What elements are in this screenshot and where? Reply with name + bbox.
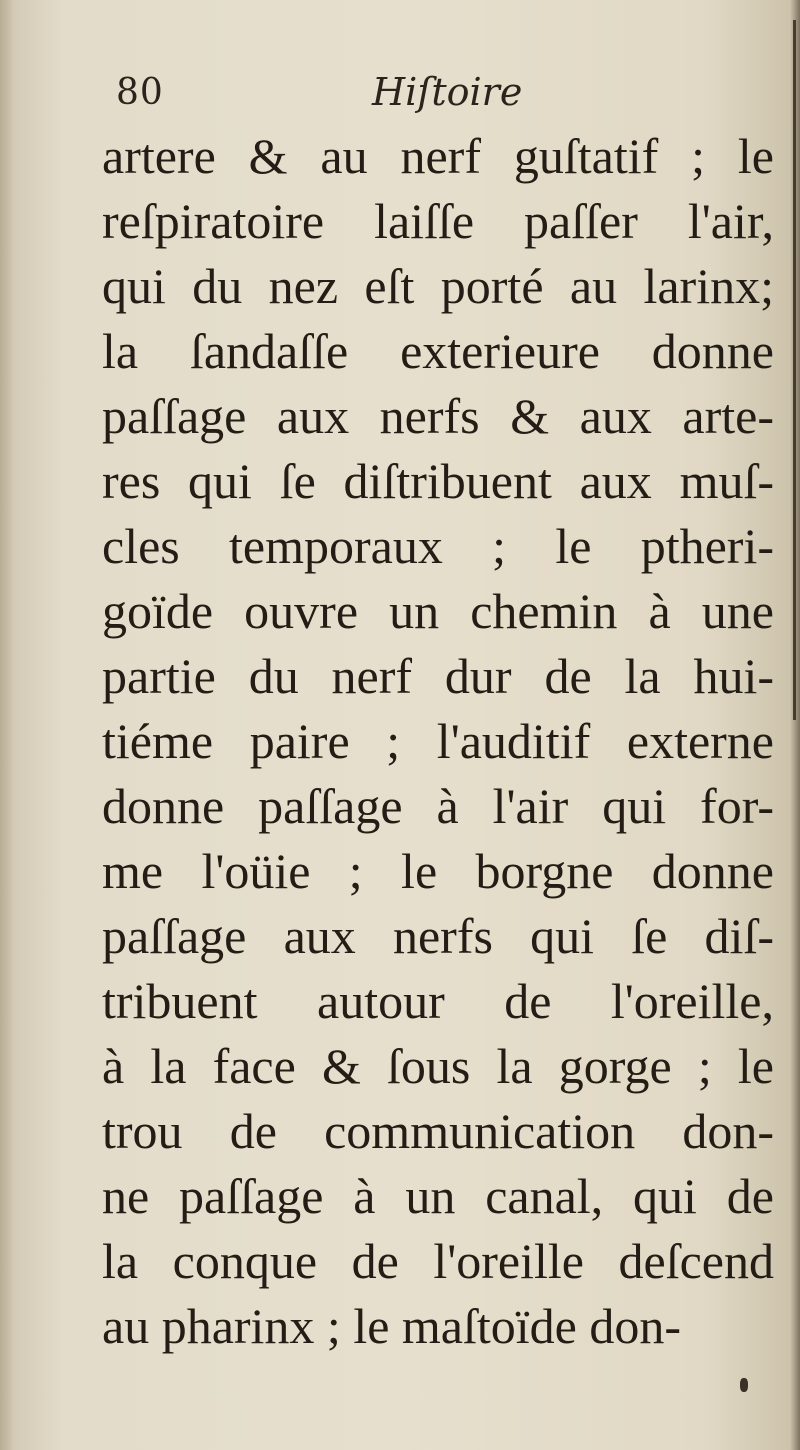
text-line: tribuent autour de l'oreille,: [102, 973, 774, 1029]
text-line: artere & au nerf guſtatif ; le: [102, 128, 774, 184]
text-line: ne paſſage à un canal, qui de: [102, 1168, 774, 1224]
text-line: tiéme paire ; l'auditif externe: [102, 713, 774, 769]
text-line: paſſage aux nerfs & aux arte-: [102, 388, 774, 444]
text-line: au pharinx ; le maſtoïde don-: [102, 1298, 682, 1354]
text-line: trou de communication don-: [102, 1103, 774, 1159]
text-line: res qui ſe diſtribuent aux muſ-: [102, 453, 774, 509]
page-number: 80: [116, 72, 164, 113]
text-line: à la face & ſous la gorge ; le: [102, 1038, 774, 1094]
text-line: la ſandaſſe exterieure donne: [102, 323, 774, 379]
running-title: Hiſtoire: [372, 70, 523, 114]
text-line: qui du nez eſt porté au larinx;: [102, 258, 774, 314]
page-header: [0, 60, 800, 120]
text-line: me l'oüie ; le borgne donne: [102, 843, 774, 899]
text-line: cles temporaux ; le ptheri-: [102, 518, 774, 574]
body-text: [102, 125, 774, 1360]
page-edge-rule: [793, 20, 796, 720]
text-line: partie du nerf dur de la hui-: [102, 648, 774, 704]
text-line: goïde ouvre un chemin à une: [102, 583, 774, 639]
text-line: la conque de l'oreille deſcend: [102, 1233, 774, 1289]
text-line: donne paſſage à l'air qui for-: [102, 778, 774, 834]
text-line: paſſage aux nerfs qui ſe diſ-: [102, 908, 774, 964]
text-line: reſpiratoire laiſſe paſſer l'air,: [102, 193, 774, 249]
ink-blot: [740, 1378, 748, 1392]
